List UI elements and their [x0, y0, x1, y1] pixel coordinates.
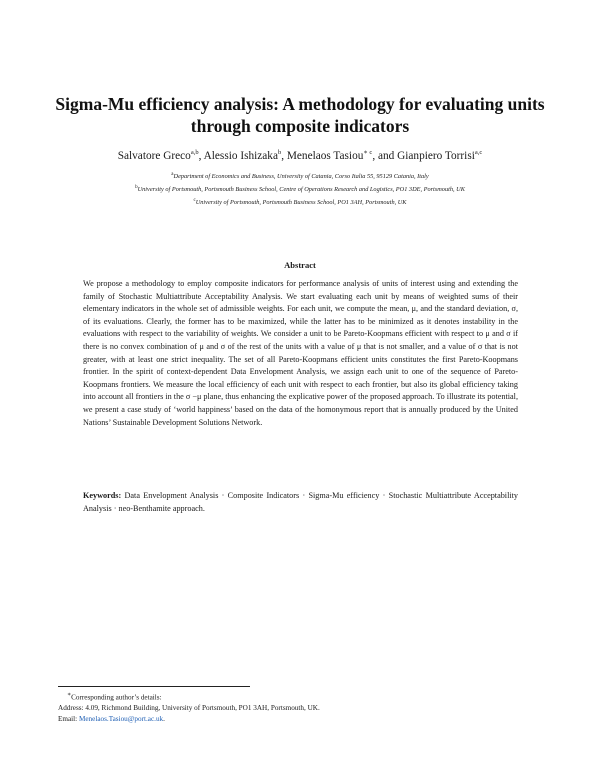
keywords-list: Data Envelopment Analysis · Composite Indicators · Sigma-Mu efficiency · Stochastic Multiattribute Acceptability Analysis · neo-Benthamite approach.	[83, 491, 519, 513]
affiliation-text: University of Portsmouth, Portsmouth Business School, Centre of Operations Research and Logistics, PO1 3DE, Portsmouth, UK	[137, 186, 465, 193]
footnote-line	[58, 714, 538, 725]
author-separator: ,	[198, 150, 204, 162]
affiliation	[40, 170, 560, 181]
author-affiliation-mark: b	[277, 149, 282, 156]
footnote-mark: ∗	[67, 692, 72, 698]
author-name: Gianpiero Torrisi	[397, 150, 475, 162]
author-separator: , and	[372, 150, 398, 162]
footnote-line	[58, 690, 538, 703]
footnote-rule	[58, 686, 250, 687]
paper-title: Sigma-Mu efficiency analysis: A methodology for evaluating units through composite indicators	[55, 94, 545, 136]
email-link[interactable]: Menelaos.Tasiou@port.ac.uk	[78, 714, 164, 723]
affiliation-mark: b	[135, 185, 138, 190]
keywords	[83, 490, 518, 515]
affiliation-mark: a	[171, 172, 174, 177]
author-separator: ,	[281, 150, 287, 162]
author-affiliation-mark: ∗ c	[363, 149, 373, 156]
abstract-body: We propose a methodology to employ composite indicators for performance analysis of units of interest using and extending the family of Stochastic Multiattribute Acceptability Analysis. We start evaluating each unit by means of weighted sums of their elementary indicators in the whole set of admissible weights. For each unit, we compute the mean, μ, and the standard deviation, σ, of its evaluations. Clearly, the former has to be maximized, while the latter has to be minimized as it denotes instability in the evaluations with respect to the variability of weights. We consider a unit to be Pareto-Koopmans efficient with respect to μ and σ if there is no convex combination of μ and σ of the rest of the units with a value of μ that is not smaller, and a value of σ that is not greater, with at least one strict inequality. The set of all Pareto-Koopmans efficient units constitutes the first Pareto-Koopmans frontier. In the spirit of context-dependent Data Envelopment Analysis, we assign each unit to one of the sequence of Pareto-Koopmans frontiers. We measure the local efficiency of each unit with respect to each frontier, but also its global efficiency taking into account all frontiers in the σ −μ plane, thus enhancing the explicative power of the proposed approach. To illustrate its potential, we present a case study of ‘world happiness’ based on the data of the homonymous report that is annually produced by the United Nations’ Sustainable Development Solutions Network.	[83, 279, 518, 427]
author-name: Salvatore Greco	[117, 150, 191, 162]
author-affiliation-mark: a,b	[190, 149, 199, 156]
author-name: Alessio Ishizaka	[203, 150, 278, 162]
affiliation-mark: c	[193, 198, 196, 203]
footnote-address: Address: 4.09, Richmond Building, University of Portsmouth, PO1 3AH, Portsmouth, UK.	[58, 704, 320, 713]
author-name: Menelaos Tasiou	[286, 150, 364, 162]
corresponding-author-footnote	[58, 690, 538, 725]
abstract-heading: Abstract	[284, 260, 316, 270]
email-label: Email:	[58, 714, 78, 723]
author-list	[40, 146, 560, 163]
footnote-heading: Corresponding author’s details:	[71, 693, 162, 702]
author-affiliation-mark: a,c	[474, 149, 483, 156]
affiliation-text: Department of Economics and Business, University of Catania, Corso Italia 55, 95129 Catania, Italy	[173, 173, 429, 180]
affiliation	[40, 183, 560, 194]
affiliation	[40, 196, 560, 207]
keywords-label: Keywords:	[83, 491, 122, 500]
footnote-period: .	[163, 714, 165, 723]
affiliation-text: University of Portsmouth, Portsmouth Business School, PO1 3AH, Portsmouth, UK	[195, 199, 407, 206]
